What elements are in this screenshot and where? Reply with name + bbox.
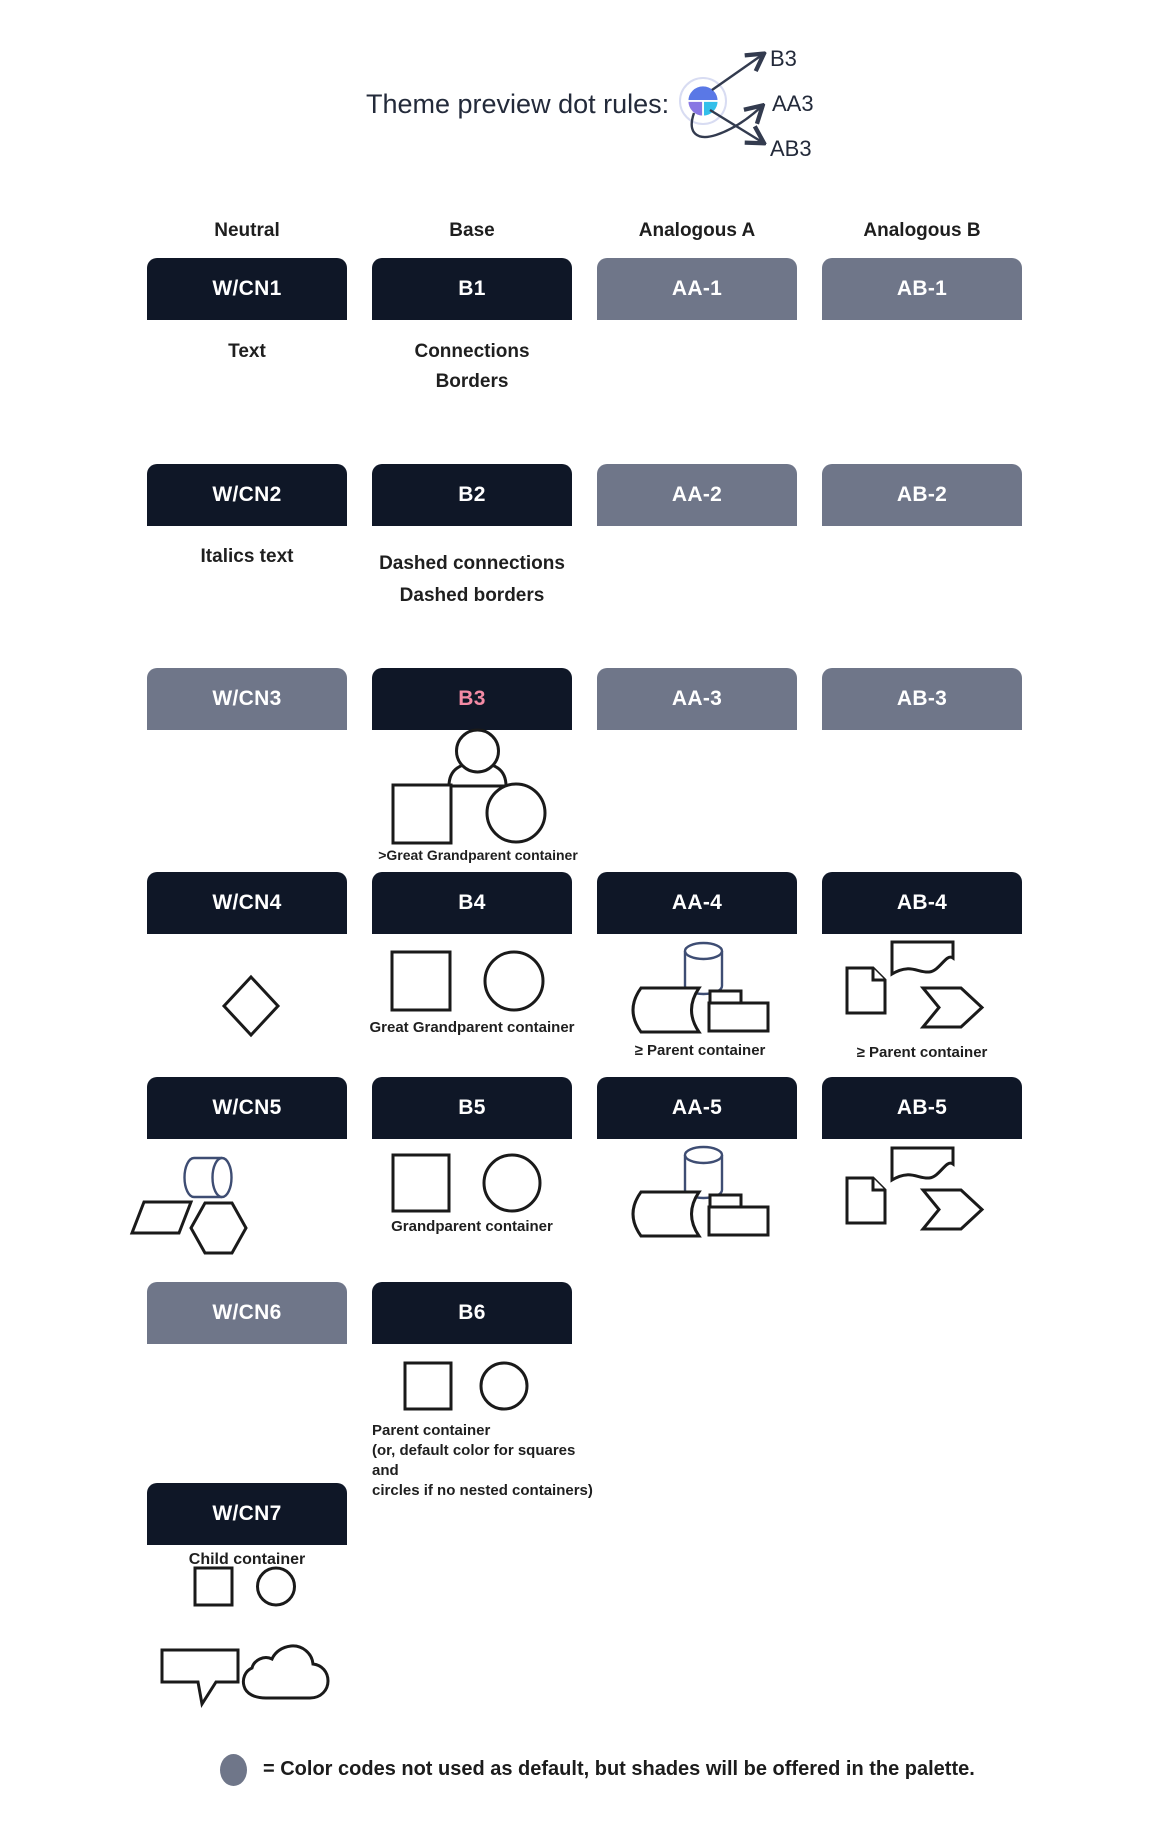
document-shape	[847, 968, 885, 1013]
folder-tab-shape	[710, 1195, 741, 1208]
square-shape	[195, 1568, 232, 1605]
swatch-aa5: AA-5	[597, 1077, 797, 1139]
cylinder-top-icon	[685, 943, 722, 959]
note-great-grandparent: Great Grandparent container	[369, 1019, 575, 1036]
cylinder-icon	[685, 1155, 722, 1198]
square-shape	[405, 1363, 451, 1409]
arrow-to-ab3	[710, 110, 762, 142]
horizontal-cylinder-cap-icon	[213, 1158, 232, 1197]
circle-shape	[258, 1568, 295, 1605]
hexagon-shape	[191, 1203, 246, 1253]
note-dashed-connections: Dashed connections	[379, 553, 565, 574]
great-grandparent-shapes	[392, 952, 543, 1010]
column-header-analogous-a: Analogous A	[638, 220, 756, 241]
pie-cyan-quarter	[703, 101, 719, 117]
swatch-b3: B3	[372, 668, 572, 730]
note-parent-container	[372, 1421, 602, 1501]
swatch-ab2: AB-2	[822, 464, 1022, 526]
cloud-shape	[243, 1646, 328, 1698]
swatch-wcn7: W/CN7	[147, 1483, 347, 1545]
note-parent-line1: Parent container	[372, 1422, 491, 1439]
pie-blue-half	[688, 86, 719, 102]
column-header-analogous-b: Analogous B	[863, 220, 981, 241]
swatch-wcn1: W/CN1	[147, 258, 347, 320]
swatch-wcn4: W/CN4	[147, 872, 347, 934]
circle-shape	[487, 784, 545, 842]
cylinder-top-icon	[685, 1147, 722, 1163]
aa4-shapes	[633, 943, 768, 1032]
dot-label-b3: B3	[770, 46, 797, 71]
document-fold-icon	[873, 968, 885, 980]
folder-body-shape	[709, 1207, 768, 1235]
note-italics-text: Italics text	[200, 546, 294, 567]
note-child-container: Child container	[188, 1551, 306, 1568]
circle-shape	[485, 952, 543, 1010]
note-text: Text	[228, 341, 266, 362]
swatch-aa1: AA-1	[597, 258, 797, 320]
horizontal-cylinder-icon	[185, 1158, 223, 1197]
dot-label-ab3: AB3	[770, 136, 812, 161]
document-fold-icon	[873, 1178, 885, 1190]
note-parent-ge-aa: ≥ Parent container	[634, 1042, 766, 1059]
diamond-shape	[224, 977, 278, 1035]
dot-label-aa3: AA3	[772, 91, 814, 116]
stored-data-shape	[633, 988, 699, 1032]
ab4-shapes	[847, 942, 982, 1027]
pie-purple-quarter	[688, 101, 704, 117]
parent-shapes	[405, 1363, 527, 1409]
legend-text: = Color codes not used as default, but shades will be offered in the palette.	[263, 1758, 975, 1780]
circle-shape	[484, 1155, 540, 1211]
swatch-wcn6: W/CN6	[147, 1282, 347, 1344]
stored-data-shape	[633, 1192, 699, 1236]
note-borders: Borders	[435, 371, 509, 392]
note-dashed-borders: Dashed borders	[399, 585, 545, 606]
wavy-document-shape	[892, 942, 953, 974]
square-shape	[392, 952, 450, 1010]
aa5-shapes	[633, 1147, 768, 1236]
swatch-ab5: AB-5	[822, 1077, 1022, 1139]
dot-rule-arrows	[692, 55, 762, 142]
swatch-b6: B6	[372, 1282, 572, 1344]
chevron-shape	[923, 1190, 982, 1229]
child-shapes	[162, 1568, 328, 1704]
folder-body-shape	[709, 1003, 768, 1031]
theme-preview-dot-icon	[680, 78, 726, 124]
wcn5-shapes	[132, 1158, 246, 1253]
swatch-wcn2: W/CN2	[147, 464, 347, 526]
swatch-ab4: AB-4	[822, 872, 1022, 934]
note-parent-line2: (or, default color for squares and	[372, 1442, 576, 1479]
swatch-ab1: AB-1	[822, 258, 1022, 320]
swatch-b2: B2	[372, 464, 572, 526]
swatch-aa4: AA-4	[597, 872, 797, 934]
swatch-aa2: AA-2	[597, 464, 797, 526]
great-grandparent-gt-shapes	[393, 730, 545, 843]
person-head-icon	[457, 730, 499, 772]
parallelogram-shape	[132, 1202, 191, 1233]
page-title: Theme preview dot rules:	[366, 89, 670, 119]
swatch-b5: B5	[372, 1077, 572, 1139]
cylinder-icon	[685, 951, 722, 994]
square-shape	[393, 1155, 449, 1211]
arrow-to-b3	[712, 55, 762, 90]
swatch-ab3: AB-3	[822, 668, 1022, 730]
note-grandparent: Grandparent container	[391, 1218, 553, 1235]
swatch-wcn5: W/CN5	[147, 1077, 347, 1139]
swatch-b1: B1	[372, 258, 572, 320]
document-shape	[847, 1178, 885, 1223]
grandparent-shapes	[393, 1155, 540, 1211]
folder-tab-shape	[710, 991, 741, 1004]
swatch-aa3: AA-3	[597, 668, 797, 730]
square-shape	[393, 785, 451, 843]
legend-dot	[220, 1754, 247, 1786]
note-parent-ge-ab: ≥ Parent container	[856, 1044, 988, 1061]
circle-shape	[481, 1363, 527, 1409]
chevron-shape	[923, 988, 982, 1027]
ab5-shapes	[847, 1148, 982, 1229]
column-header-neutral: Neutral	[214, 220, 280, 241]
column-header-base: Base	[449, 220, 495, 241]
note-great-grandparent-gt: >Great Grandparent container	[378, 847, 578, 863]
arrow-to-aa3	[692, 107, 761, 137]
swatch-wcn3: W/CN3	[147, 668, 347, 730]
note-connections: Connections	[414, 341, 530, 362]
note-parent-line3: circles if no nested containers)	[372, 1482, 593, 1499]
swatch-b4: B4	[372, 872, 572, 934]
speech-bubble-shape	[162, 1650, 238, 1704]
person-shoulders-icon	[449, 763, 506, 786]
wavy-document-shape	[892, 1148, 953, 1180]
